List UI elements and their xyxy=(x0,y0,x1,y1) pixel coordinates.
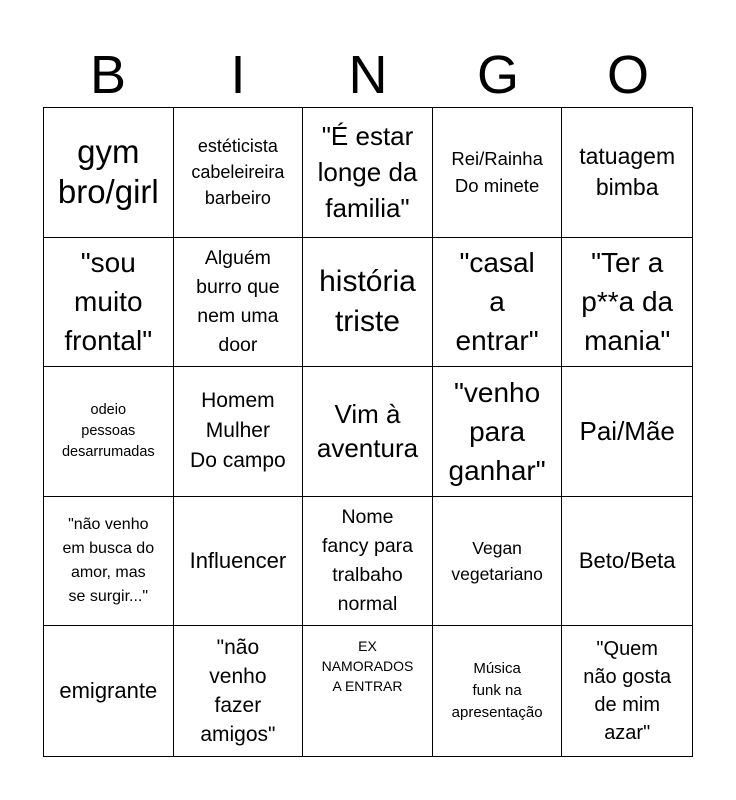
bingo-cell[interactable] xyxy=(433,367,563,497)
bingo-header xyxy=(43,44,693,106)
bingo-cell[interactable] xyxy=(433,497,563,627)
bingo-cell[interactable] xyxy=(174,238,304,368)
bingo-cell[interactable] xyxy=(174,108,304,238)
bingo-cell[interactable] xyxy=(174,626,304,756)
bingo-cell[interactable] xyxy=(44,108,174,238)
cell-text: "venho para ganhar" xyxy=(448,376,546,486)
cell-text: "Ter a p**a da mania" xyxy=(581,247,674,357)
cell-text: Vim à aventura xyxy=(316,399,419,464)
bingo-cell[interactable] xyxy=(303,108,433,238)
cell-text: "É estar longe da familia" xyxy=(317,121,418,224)
cell-text: Beto/Beta xyxy=(578,548,676,574)
cell-text: emigrante xyxy=(59,678,158,704)
bingo-cell[interactable] xyxy=(174,497,304,627)
bingo-cell[interactable] xyxy=(562,626,692,756)
header-letter-g: G xyxy=(476,45,519,105)
cell-text: EX NAMORADOS A ENTRAR xyxy=(321,638,414,695)
cell-text: gym bro/girl xyxy=(57,133,159,211)
cell-text: Vegan vegetariano xyxy=(451,538,543,585)
cell-text: Pai/Mãe xyxy=(579,416,675,447)
cell-text: Música funk na apresentação xyxy=(451,660,543,722)
bingo-cell[interactable] xyxy=(303,626,433,756)
cell-text: Homem Mulher Do campo xyxy=(190,389,286,473)
bingo-cell[interactable] xyxy=(562,238,692,368)
header-letter-b: B xyxy=(89,45,127,105)
bingo-card-grid xyxy=(43,107,693,757)
cell-text: "não venho em busca do amor, mas se surgir..." xyxy=(62,516,155,606)
bingo-cell[interactable] xyxy=(562,497,692,627)
bingo-cell[interactable] xyxy=(303,497,433,627)
cell-text: tatuagem bimba xyxy=(579,143,676,201)
cell-text: odeio pessoas desarrumadas xyxy=(61,401,155,460)
bingo-cell[interactable] xyxy=(433,626,563,756)
bingo-cell[interactable] xyxy=(433,238,563,368)
bingo-cell[interactable] xyxy=(44,367,174,497)
bingo-cell[interactable] xyxy=(44,238,174,368)
bingo-cell[interactable] xyxy=(303,238,433,368)
header-letter-i: I xyxy=(230,45,246,105)
cell-text: "sou muito frontal" xyxy=(64,247,153,357)
cell-text: estéticista cabeleireira barbeiro xyxy=(191,136,285,209)
header-letter-n: N xyxy=(348,45,388,105)
cell-text: Influencer xyxy=(189,548,287,574)
bingo-cell[interactable] xyxy=(174,367,304,497)
bingo-cell[interactable] xyxy=(433,108,563,238)
bingo-cell[interactable] xyxy=(44,626,174,756)
bingo-cell[interactable] xyxy=(562,108,692,238)
cell-text: Rei/Rainha Do minete xyxy=(451,148,543,197)
cell-text: "Quem não gosta de mim azar" xyxy=(583,638,672,745)
bingo-cell[interactable] xyxy=(303,367,433,497)
bingo-cell[interactable] xyxy=(44,497,174,627)
header-letter-o: O xyxy=(606,45,649,105)
cell-text: Nome fancy para tralbaho normal xyxy=(321,506,414,616)
cell-text: "casal a entrar" xyxy=(455,247,539,357)
bingo-cell[interactable] xyxy=(562,367,692,497)
cell-text: história triste xyxy=(319,264,416,338)
cell-text: Alguém burro que nem uma door xyxy=(196,246,280,356)
cell-text: "não venho fazer amigos" xyxy=(200,636,276,747)
